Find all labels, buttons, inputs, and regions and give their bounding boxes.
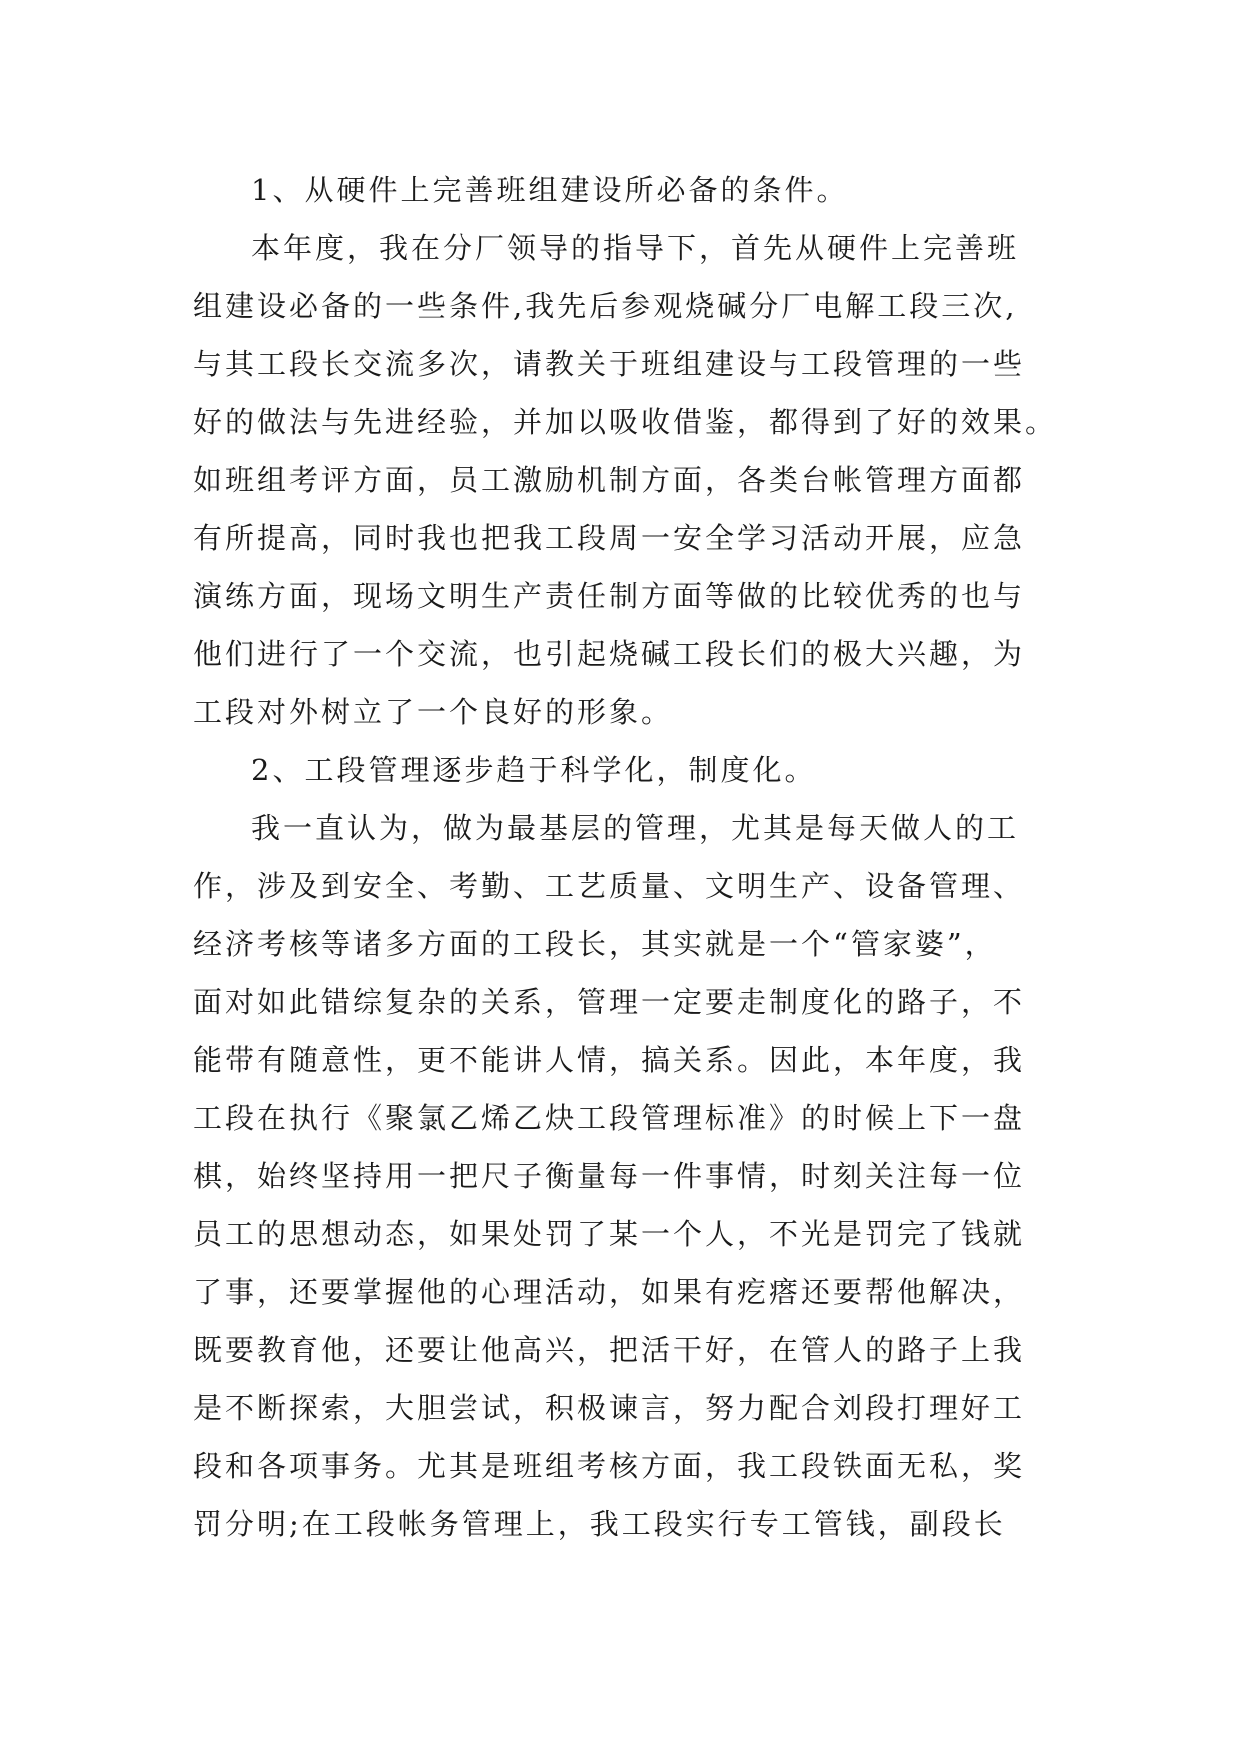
paragraph-2-line-13: 罚分明;在工段帐务管理上，我工段实行专工管钱，副段长 bbox=[193, 1507, 1006, 1541]
heading-1: 1、从硬件上完善班组建设所必备的条件。 bbox=[251, 173, 849, 207]
paragraph-1-line-3: 与其工段长交流多次，请教关于班组建设与工段管理的一些 bbox=[193, 347, 1026, 381]
paragraph-2-line-8: 员工的思想动态，如果处罚了某一个人，不光是罚完了钱就 bbox=[193, 1217, 1026, 1251]
paragraph-1-line-9: 工段对外树立了一个良好的形象。 bbox=[193, 695, 674, 729]
paragraph-1-line-6: 有所提高，同时我也把我工段周一安全学习活动开展，应急 bbox=[193, 521, 1026, 555]
paragraph-1-line-1: 本年度，我在分厂领导的指导下，首先从硬件上完善班 bbox=[251, 231, 1020, 265]
paragraph-1-line-8: 他们进行了一个交流，也引起烧碱工段长们的极大兴趣，为 bbox=[193, 637, 1026, 671]
paragraph-2-line-9: 了事，还要掌握他的心理活动，如果有疙瘩还要帮他解决， bbox=[193, 1275, 1026, 1309]
paragraph-2-line-2: 作，涉及到安全、考勤、工艺质量、文明生产、设备管理、 bbox=[193, 869, 1026, 903]
paragraph-2-line-7: 棋，始终坚持用一把尺子衡量每一件事情，时刻关注每一位 bbox=[193, 1159, 1026, 1193]
paragraph-2-line-3: 经济考核等诸多方面的工段长，其实就是一个“管家婆”， bbox=[193, 927, 997, 961]
paragraph-2-line-12: 段和各项事务。尤其是班组考核方面，我工段铁面无私，奖 bbox=[193, 1449, 1026, 1483]
paragraph-2-line-6: 工段在执行《聚氯乙烯乙炔工段管理标准》的时候上下一盘 bbox=[193, 1101, 1026, 1135]
paragraph-1-line-4: 好的做法与先进经验，并加以吸收借鉴，都得到了好的效果。 bbox=[193, 405, 1058, 439]
paragraph-2-line-11: 是不断探索，大胆尝试，积极谏言，努力配合刘段打理好工 bbox=[193, 1391, 1026, 1425]
paragraph-2-line-1: 我一直认为，做为最基层的管理，尤其是每天做人的工 bbox=[251, 811, 1020, 845]
paragraph-2-line-5: 能带有随意性，更不能讲人情，搞关系。因此，本年度，我 bbox=[193, 1043, 1026, 1077]
heading-2: 2、工段管理逐步趋于科学化，制度化。 bbox=[251, 753, 817, 787]
paragraph-1-line-5: 如班组考评方面，员工激励机制方面，各类台帐管理方面都 bbox=[193, 463, 1026, 497]
paragraph-2-line-4: 面对如此错综复杂的关系，管理一定要走制度化的路子，不 bbox=[193, 985, 1026, 1019]
paragraph-2-line-10: 既要教育他，还要让他高兴，把活干好，在管人的路子上我 bbox=[193, 1333, 1026, 1367]
paragraph-1-line-2: 组建设必备的一些条件,我先后参观烧碱分厂电解工段三次, bbox=[193, 289, 1018, 323]
paragraph-1-line-7: 演练方面，现场文明生产责任制方面等做的比较优秀的也与 bbox=[193, 579, 1026, 613]
